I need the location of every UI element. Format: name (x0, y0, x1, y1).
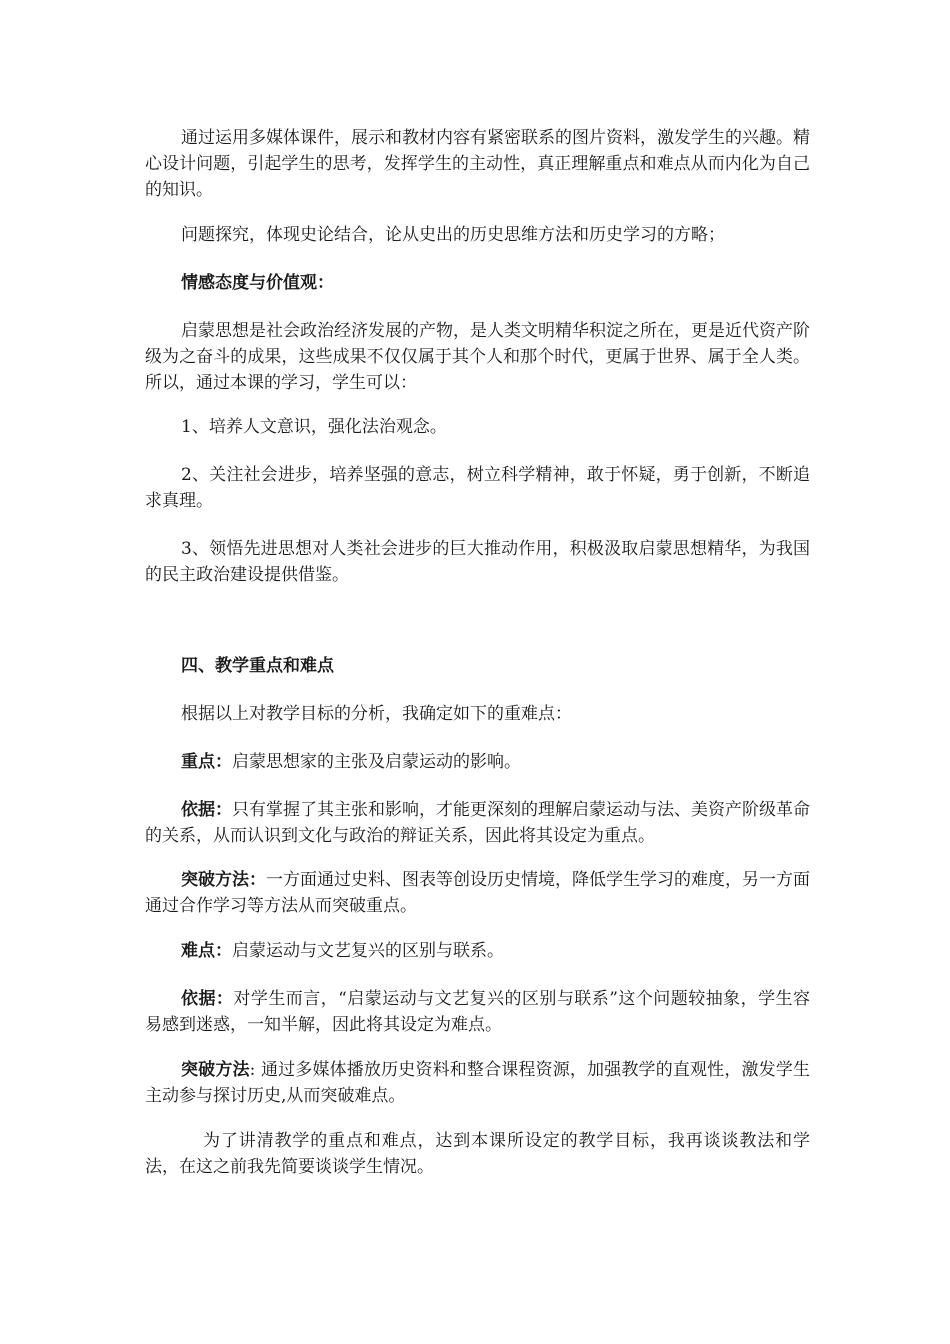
heading-emotion-values: 情感态度与价值观： (181, 273, 334, 293)
list-item-1: 1、培养人文意识，强化法治观念。 (181, 417, 447, 437)
paragraph-basis-1 (145, 797, 810, 849)
paragraph-analysis: 根据以上对教学目标的分析，我确定如下的重难点： (181, 704, 572, 724)
paragraph-method-1 (145, 867, 810, 919)
basis-1-text: 只有掌握了其主张和影响，才能更深刻的理解启蒙运动与法、美资产阶级革命的关系，从而认识到文化与政治的辩证关系，因此将其设定为重点。 (145, 800, 810, 846)
method-2-text: : 通过多媒体播放历史资料和整合课程资源，加强教学的直观性，激发学生主动参与探讨历史,从而突破难点。 (145, 1060, 810, 1106)
paragraph-method-2 (145, 1057, 810, 1109)
paragraph-inquiry: 问题探究，体现史论结合，论从史出的历史思维方法和历史学习的方略； (181, 225, 725, 245)
difficulty-text: 启蒙运动与文艺复兴的区别与联系。 (232, 941, 504, 961)
method-2-label: 突破方法 (181, 1060, 250, 1080)
basis-1-label: 依据： (181, 800, 232, 820)
paragraph-multimedia: 通过运用多媒体课件，展示和教材内容有紧密联系的图片资料，激发学生的兴趣。精心设计问题，引起学生的思考，发挥学生的主动性，真正理解重点和难点从而内化为自己的知识。 (145, 128, 810, 200)
key-point-label: 重点： (181, 752, 232, 772)
paragraph-basis-2 (145, 986, 810, 1038)
key-point-text: 启蒙思想家的主张及启蒙运动的影响。 (232, 752, 521, 772)
paragraph-key-point (145, 749, 810, 775)
paragraph-difficulty (145, 938, 810, 964)
basis-2-label: 依据： (181, 989, 234, 1009)
basis-2-text: 对学生而言，“启蒙运动与文艺复兴的区别与联系”这个问题较抽象，学生容易感到迷惑，一知半解，因此将其设定为难点。 (145, 989, 810, 1035)
method-1-text: 一方面通过史料、图表等创设历史情境，降低学生学习的难度，另一方面通过合作学习等方法从而突破重点。 (145, 870, 810, 916)
paragraph-enlightenment: 启蒙思想是社会政治经济发展的产物，是人类文明精华积淀之所在，更是近代资产阶级为之奋斗的成果，这些成果不仅仅属于其个人和那个时代，更属于世界、属于全人类。所以，通过本课的学习，学生可以： (145, 321, 810, 393)
difficulty-label: 难点： (181, 941, 232, 961)
paragraph-transition: 为了讲清教学的重点和难点，达到本课所设定的教学目标，我再谈谈教法和学法，在这之前我先简要谈谈学生情况。 (145, 1131, 810, 1177)
list-item-2: 2、关注社会进步，培养坚强的意志，树立科学精神，敢于怀疑，勇于创新，不断追求真理。 (145, 465, 810, 511)
section-heading-key-points: 四、教学重点和难点 (181, 656, 334, 676)
method-1-label: 突破方法： (181, 870, 266, 890)
list-item-3: 3、领悟先进思想对人类社会进步的巨大推动作用，积极汲取启蒙思想精华，为我国的民主政治建设提供借鉴。 (145, 539, 810, 585)
